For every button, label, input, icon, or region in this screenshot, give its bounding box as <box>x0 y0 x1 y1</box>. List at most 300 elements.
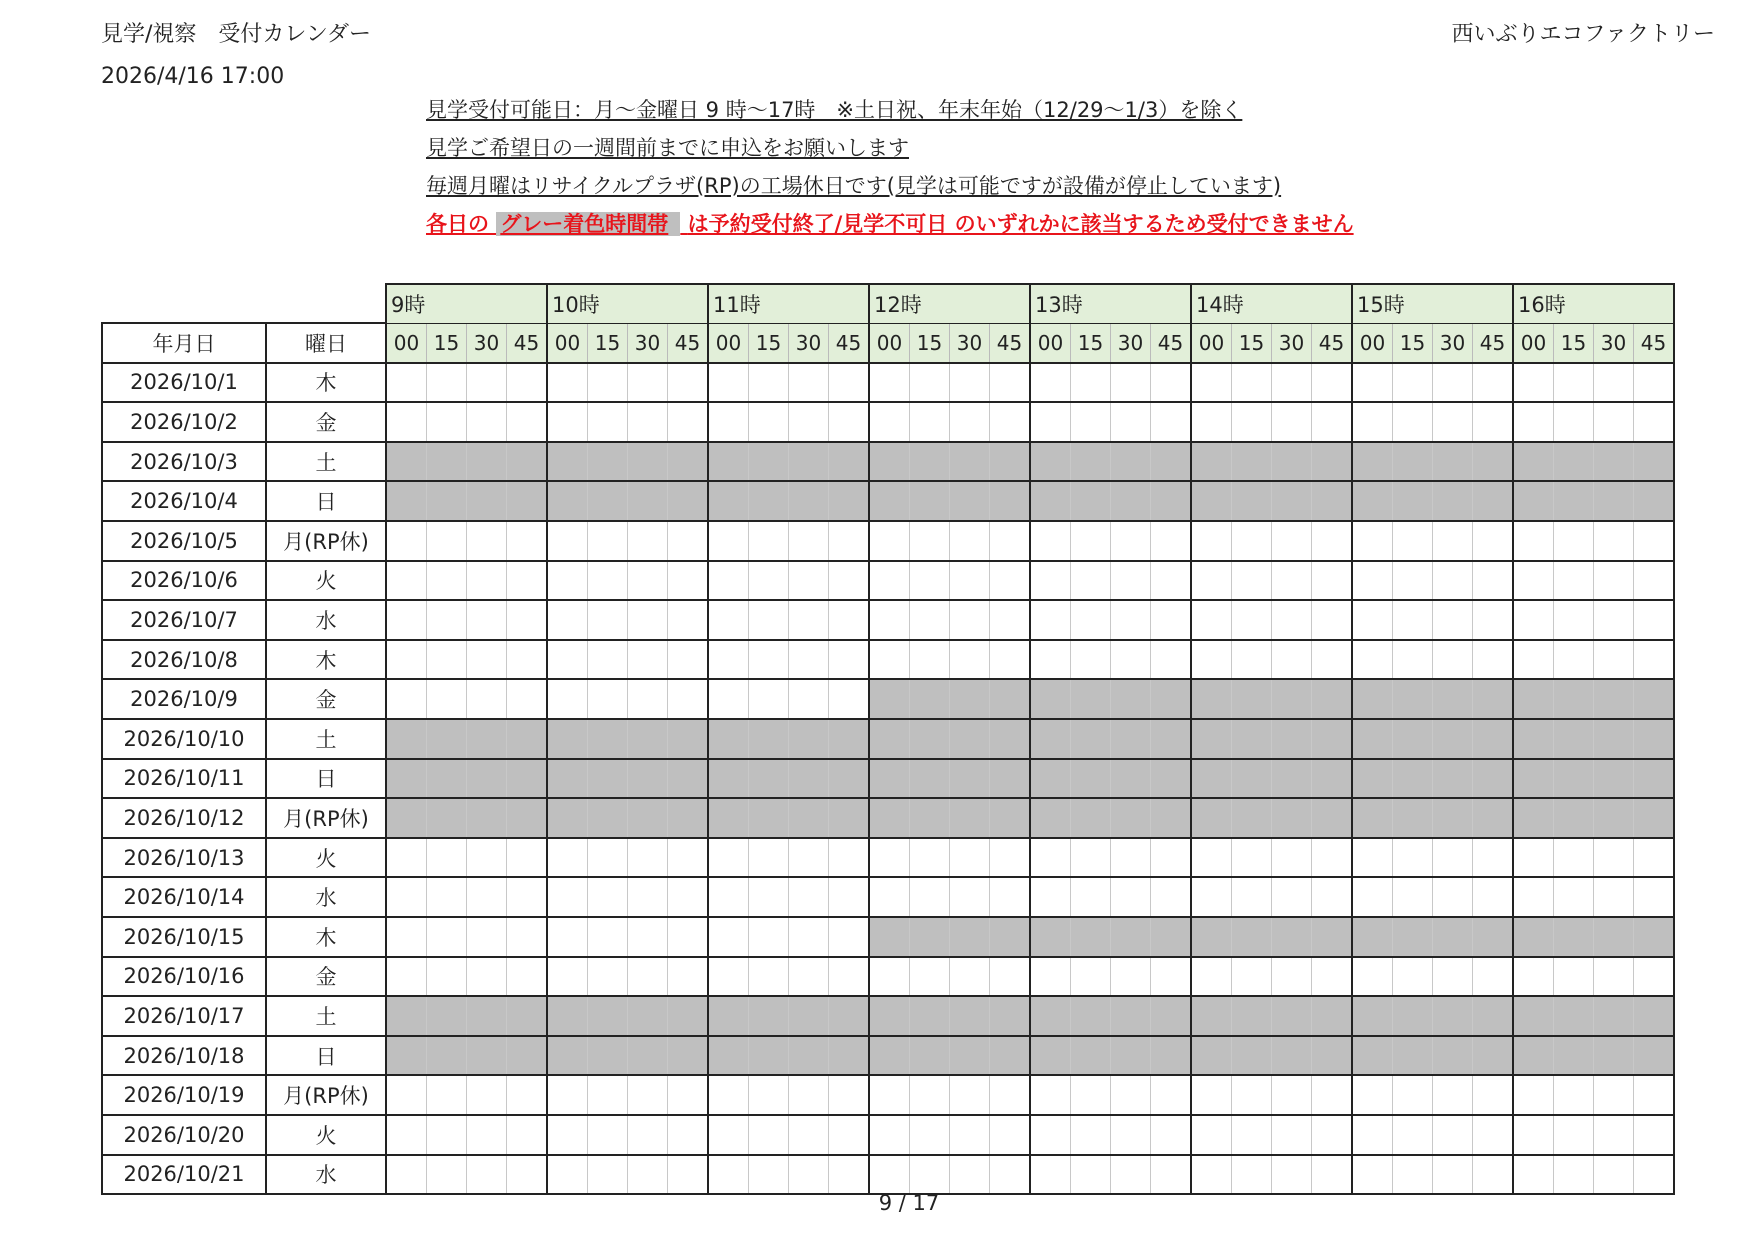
time-slot-open[interactable] <box>1030 877 1071 917</box>
time-slot-open[interactable] <box>547 1115 588 1155</box>
time-slot-open[interactable] <box>1554 521 1594 561</box>
time-slot-open[interactable] <box>749 679 789 719</box>
time-slot-open[interactable] <box>1272 1155 1312 1195</box>
time-slot-open[interactable] <box>1473 363 1514 403</box>
time-slot-open[interactable] <box>1111 1075 1151 1115</box>
time-slot-open[interactable] <box>1312 1075 1353 1115</box>
time-slot-open[interactable] <box>547 363 588 403</box>
time-slot-open[interactable] <box>869 561 910 601</box>
time-slot-open[interactable] <box>789 957 829 997</box>
time-slot-open[interactable] <box>708 1075 749 1115</box>
time-slot-open[interactable] <box>1151 1115 1192 1155</box>
time-slot-open[interactable] <box>1191 600 1232 640</box>
time-slot-open[interactable] <box>467 1155 507 1195</box>
time-slot-open[interactable] <box>708 521 749 561</box>
time-slot-open[interactable] <box>1312 640 1353 680</box>
time-slot-open[interactable] <box>547 1155 588 1195</box>
time-slot-open[interactable] <box>910 600 950 640</box>
time-slot-open[interactable] <box>1393 1075 1433 1115</box>
time-slot-open[interactable] <box>1111 561 1151 601</box>
time-slot-open[interactable] <box>1554 1155 1594 1195</box>
time-slot-open[interactable] <box>1634 600 1675 640</box>
time-slot-open[interactable] <box>1111 838 1151 878</box>
time-slot-open[interactable] <box>990 521 1031 561</box>
time-slot-open[interactable] <box>467 640 507 680</box>
time-slot-open[interactable] <box>990 838 1031 878</box>
time-slot-open[interactable] <box>588 877 628 917</box>
time-slot-open[interactable] <box>588 1075 628 1115</box>
time-slot-open[interactable] <box>668 838 709 878</box>
time-slot-open[interactable] <box>1513 957 1554 997</box>
time-slot-open[interactable] <box>829 838 870 878</box>
time-slot-open[interactable] <box>708 679 749 719</box>
time-slot-open[interactable] <box>789 600 829 640</box>
time-slot-open[interactable] <box>467 1075 507 1115</box>
time-slot-open[interactable] <box>1030 957 1071 997</box>
time-slot-open[interactable] <box>1594 600 1634 640</box>
time-slot-open[interactable] <box>628 877 668 917</box>
time-slot-open[interactable] <box>588 1115 628 1155</box>
time-slot-open[interactable] <box>1393 600 1433 640</box>
time-slot-open[interactable] <box>749 1115 789 1155</box>
time-slot-open[interactable] <box>427 838 467 878</box>
time-slot-open[interactable] <box>749 521 789 561</box>
time-slot-open[interactable] <box>950 1115 990 1155</box>
time-slot-open[interactable] <box>1312 402 1353 442</box>
time-slot-open[interactable] <box>1473 838 1514 878</box>
time-slot-open[interactable] <box>668 363 709 403</box>
time-slot-open[interactable] <box>668 1155 709 1195</box>
time-slot-open[interactable] <box>1594 363 1634 403</box>
time-slot-open[interactable] <box>1030 1155 1071 1195</box>
time-slot-open[interactable] <box>990 402 1031 442</box>
time-slot-open[interactable] <box>1071 838 1111 878</box>
time-slot-open[interactable] <box>1232 1075 1272 1115</box>
time-slot-open[interactable] <box>427 363 467 403</box>
time-slot-open[interactable] <box>1554 402 1594 442</box>
time-slot-open[interactable] <box>1554 1115 1594 1155</box>
time-slot-open[interactable] <box>869 402 910 442</box>
time-slot-open[interactable] <box>1030 1115 1071 1155</box>
time-slot-open[interactable] <box>1352 1075 1393 1115</box>
time-slot-open[interactable] <box>1312 521 1353 561</box>
time-slot-open[interactable] <box>1111 402 1151 442</box>
time-slot-open[interactable] <box>1594 838 1634 878</box>
time-slot-open[interactable] <box>789 363 829 403</box>
time-slot-open[interactable] <box>1554 363 1594 403</box>
time-slot-open[interactable] <box>749 363 789 403</box>
time-slot-open[interactable] <box>386 957 427 997</box>
time-slot-open[interactable] <box>467 838 507 878</box>
time-slot-open[interactable] <box>829 1075 870 1115</box>
time-slot-open[interactable] <box>1513 521 1554 561</box>
time-slot-open[interactable] <box>507 957 548 997</box>
time-slot-open[interactable] <box>1151 521 1192 561</box>
time-slot-open[interactable] <box>1433 1115 1473 1155</box>
time-slot-open[interactable] <box>829 402 870 442</box>
time-slot-open[interactable] <box>668 679 709 719</box>
time-slot-open[interactable] <box>628 838 668 878</box>
time-slot-open[interactable] <box>1272 1075 1312 1115</box>
time-slot-open[interactable] <box>507 1115 548 1155</box>
time-slot-open[interactable] <box>1111 1155 1151 1195</box>
time-slot-open[interactable] <box>869 600 910 640</box>
time-slot-open[interactable] <box>1232 838 1272 878</box>
time-slot-open[interactable] <box>1030 640 1071 680</box>
time-slot-open[interactable] <box>1312 561 1353 601</box>
time-slot-open[interactable] <box>1232 402 1272 442</box>
time-slot-open[interactable] <box>386 917 427 957</box>
time-slot-open[interactable] <box>1634 1075 1675 1115</box>
time-slot-open[interactable] <box>1473 877 1514 917</box>
time-slot-open[interactable] <box>1030 838 1071 878</box>
time-slot-open[interactable] <box>1513 561 1554 601</box>
time-slot-open[interactable] <box>1433 957 1473 997</box>
time-slot-open[interactable] <box>427 957 467 997</box>
time-slot-open[interactable] <box>990 957 1031 997</box>
time-slot-open[interactable] <box>1473 1115 1514 1155</box>
time-slot-open[interactable] <box>1151 363 1192 403</box>
time-slot-open[interactable] <box>829 1115 870 1155</box>
time-slot-open[interactable] <box>708 561 749 601</box>
time-slot-open[interactable] <box>1151 838 1192 878</box>
time-slot-open[interactable] <box>950 1155 990 1195</box>
time-slot-open[interactable] <box>467 561 507 601</box>
time-slot-open[interactable] <box>1272 640 1312 680</box>
time-slot-open[interactable] <box>990 363 1031 403</box>
time-slot-open[interactable] <box>507 679 548 719</box>
time-slot-open[interactable] <box>1232 561 1272 601</box>
time-slot-open[interactable] <box>869 838 910 878</box>
time-slot-open[interactable] <box>547 600 588 640</box>
time-slot-open[interactable] <box>1151 877 1192 917</box>
time-slot-open[interactable] <box>1232 640 1272 680</box>
time-slot-open[interactable] <box>789 1115 829 1155</box>
time-slot-open[interactable] <box>1111 640 1151 680</box>
time-slot-open[interactable] <box>1272 838 1312 878</box>
time-slot-open[interactable] <box>1272 877 1312 917</box>
time-slot-open[interactable] <box>1393 877 1433 917</box>
time-slot-open[interactable] <box>708 640 749 680</box>
time-slot-open[interactable] <box>1111 521 1151 561</box>
time-slot-open[interactable] <box>869 877 910 917</box>
time-slot-open[interactable] <box>1030 1075 1071 1115</box>
time-slot-open[interactable] <box>990 1155 1031 1195</box>
time-slot-open[interactable] <box>1272 1115 1312 1155</box>
time-slot-open[interactable] <box>427 917 467 957</box>
time-slot-open[interactable] <box>1594 640 1634 680</box>
time-slot-open[interactable] <box>950 640 990 680</box>
time-slot-open[interactable] <box>749 640 789 680</box>
time-slot-open[interactable] <box>1554 640 1594 680</box>
time-slot-open[interactable] <box>1433 363 1473 403</box>
time-slot-open[interactable] <box>910 521 950 561</box>
time-slot-open[interactable] <box>1232 957 1272 997</box>
time-slot-open[interactable] <box>869 521 910 561</box>
time-slot-open[interactable] <box>467 957 507 997</box>
time-slot-open[interactable] <box>507 521 548 561</box>
time-slot-open[interactable] <box>1352 838 1393 878</box>
time-slot-open[interactable] <box>1312 957 1353 997</box>
time-slot-open[interactable] <box>1473 1075 1514 1115</box>
time-slot-open[interactable] <box>990 1115 1031 1155</box>
time-slot-open[interactable] <box>668 561 709 601</box>
time-slot-open[interactable] <box>789 1075 829 1115</box>
time-slot-open[interactable] <box>1634 877 1675 917</box>
time-slot-open[interactable] <box>427 640 467 680</box>
time-slot-open[interactable] <box>829 600 870 640</box>
time-slot-open[interactable] <box>789 402 829 442</box>
time-slot-open[interactable] <box>1071 1155 1111 1195</box>
time-slot-open[interactable] <box>789 561 829 601</box>
time-slot-open[interactable] <box>1030 402 1071 442</box>
time-slot-open[interactable] <box>910 363 950 403</box>
time-slot-open[interactable] <box>588 561 628 601</box>
time-slot-open[interactable] <box>1473 521 1514 561</box>
time-slot-open[interactable] <box>1352 600 1393 640</box>
time-slot-open[interactable] <box>1554 600 1594 640</box>
time-slot-open[interactable] <box>1634 561 1675 601</box>
time-slot-open[interactable] <box>1151 561 1192 601</box>
time-slot-open[interactable] <box>869 1155 910 1195</box>
time-slot-open[interactable] <box>1513 600 1554 640</box>
time-slot-open[interactable] <box>950 957 990 997</box>
time-slot-open[interactable] <box>1272 561 1312 601</box>
time-slot-open[interactable] <box>1473 640 1514 680</box>
time-slot-open[interactable] <box>1352 363 1393 403</box>
time-slot-open[interactable] <box>869 957 910 997</box>
time-slot-open[interactable] <box>910 877 950 917</box>
time-slot-open[interactable] <box>1272 957 1312 997</box>
time-slot-open[interactable] <box>1594 402 1634 442</box>
time-slot-open[interactable] <box>507 877 548 917</box>
time-slot-open[interactable] <box>789 917 829 957</box>
time-slot-open[interactable] <box>910 1155 950 1195</box>
time-slot-open[interactable] <box>628 957 668 997</box>
time-slot-open[interactable] <box>749 957 789 997</box>
time-slot-open[interactable] <box>507 917 548 957</box>
time-slot-open[interactable] <box>547 917 588 957</box>
time-slot-open[interactable] <box>950 363 990 403</box>
time-slot-open[interactable] <box>628 1075 668 1115</box>
time-slot-open[interactable] <box>1554 877 1594 917</box>
time-slot-open[interactable] <box>1272 600 1312 640</box>
time-slot-open[interactable] <box>869 363 910 403</box>
time-slot-open[interactable] <box>1513 402 1554 442</box>
time-slot-open[interactable] <box>1272 521 1312 561</box>
time-slot-open[interactable] <box>386 877 427 917</box>
time-slot-open[interactable] <box>789 679 829 719</box>
time-slot-open[interactable] <box>467 679 507 719</box>
time-slot-open[interactable] <box>1393 402 1433 442</box>
time-slot-open[interactable] <box>628 363 668 403</box>
time-slot-open[interactable] <box>628 521 668 561</box>
time-slot-open[interactable] <box>910 1075 950 1115</box>
time-slot-open[interactable] <box>547 640 588 680</box>
time-slot-open[interactable] <box>1634 402 1675 442</box>
time-slot-open[interactable] <box>1312 838 1353 878</box>
time-slot-open[interactable] <box>950 600 990 640</box>
time-slot-open[interactable] <box>628 600 668 640</box>
time-slot-open[interactable] <box>829 1155 870 1195</box>
time-slot-open[interactable] <box>588 640 628 680</box>
time-slot-open[interactable] <box>628 640 668 680</box>
time-slot-open[interactable] <box>1191 640 1232 680</box>
time-slot-open[interactable] <box>1071 363 1111 403</box>
time-slot-open[interactable] <box>1191 1115 1232 1155</box>
time-slot-open[interactable] <box>1594 1115 1634 1155</box>
time-slot-open[interactable] <box>869 640 910 680</box>
time-slot-open[interactable] <box>950 402 990 442</box>
time-slot-open[interactable] <box>1433 402 1473 442</box>
time-slot-open[interactable] <box>1393 957 1433 997</box>
time-slot-open[interactable] <box>910 838 950 878</box>
time-slot-open[interactable] <box>1151 1155 1192 1195</box>
time-slot-open[interactable] <box>1433 521 1473 561</box>
time-slot-open[interactable] <box>749 877 789 917</box>
time-slot-open[interactable] <box>507 600 548 640</box>
time-slot-open[interactable] <box>386 1075 427 1115</box>
time-slot-open[interactable] <box>749 838 789 878</box>
time-slot-open[interactable] <box>507 1155 548 1195</box>
time-slot-open[interactable] <box>386 363 427 403</box>
time-slot-open[interactable] <box>1352 877 1393 917</box>
time-slot-open[interactable] <box>1352 1155 1393 1195</box>
time-slot-open[interactable] <box>1634 640 1675 680</box>
time-slot-open[interactable] <box>1634 363 1675 403</box>
time-slot-open[interactable] <box>588 838 628 878</box>
time-slot-open[interactable] <box>1594 1075 1634 1115</box>
time-slot-open[interactable] <box>1232 1115 1272 1155</box>
time-slot-open[interactable] <box>1071 561 1111 601</box>
time-slot-open[interactable] <box>1071 402 1111 442</box>
time-slot-open[interactable] <box>1513 1075 1554 1115</box>
time-slot-open[interactable] <box>547 402 588 442</box>
time-slot-open[interactable] <box>910 561 950 601</box>
time-slot-open[interactable] <box>990 877 1031 917</box>
time-slot-open[interactable] <box>547 679 588 719</box>
time-slot-open[interactable] <box>507 363 548 403</box>
time-slot-open[interactable] <box>1232 877 1272 917</box>
time-slot-open[interactable] <box>1473 957 1514 997</box>
time-slot-open[interactable] <box>1191 1075 1232 1115</box>
time-slot-open[interactable] <box>1393 1115 1433 1155</box>
time-slot-open[interactable] <box>1473 561 1514 601</box>
time-slot-open[interactable] <box>1473 1155 1514 1195</box>
time-slot-open[interactable] <box>1433 1075 1473 1115</box>
time-slot-open[interactable] <box>427 561 467 601</box>
time-slot-open[interactable] <box>1433 561 1473 601</box>
time-slot-open[interactable] <box>990 600 1031 640</box>
time-slot-open[interactable] <box>910 640 950 680</box>
time-slot-open[interactable] <box>467 521 507 561</box>
time-slot-open[interactable] <box>547 561 588 601</box>
time-slot-open[interactable] <box>950 838 990 878</box>
time-slot-open[interactable] <box>668 1075 709 1115</box>
time-slot-open[interactable] <box>628 402 668 442</box>
time-slot-open[interactable] <box>588 521 628 561</box>
time-slot-open[interactable] <box>708 877 749 917</box>
time-slot-open[interactable] <box>628 679 668 719</box>
time-slot-open[interactable] <box>1352 521 1393 561</box>
time-slot-open[interactable] <box>1393 521 1433 561</box>
time-slot-open[interactable] <box>547 521 588 561</box>
time-slot-open[interactable] <box>1312 1155 1353 1195</box>
time-slot-open[interactable] <box>749 402 789 442</box>
time-slot-open[interactable] <box>1554 838 1594 878</box>
time-slot-open[interactable] <box>467 402 507 442</box>
time-slot-open[interactable] <box>427 679 467 719</box>
time-slot-open[interactable] <box>1634 838 1675 878</box>
time-slot-open[interactable] <box>507 1075 548 1115</box>
time-slot-open[interactable] <box>1030 363 1071 403</box>
time-slot-open[interactable] <box>1151 402 1192 442</box>
time-slot-open[interactable] <box>1634 1115 1675 1155</box>
time-slot-open[interactable] <box>829 917 870 957</box>
time-slot-open[interactable] <box>910 1115 950 1155</box>
time-slot-open[interactable] <box>708 363 749 403</box>
time-slot-open[interactable] <box>1312 600 1353 640</box>
time-slot-open[interactable] <box>1312 877 1353 917</box>
time-slot-open[interactable] <box>1071 600 1111 640</box>
time-slot-open[interactable] <box>789 1155 829 1195</box>
time-slot-open[interactable] <box>467 877 507 917</box>
time-slot-open[interactable] <box>1191 402 1232 442</box>
time-slot-open[interactable] <box>547 1075 588 1115</box>
time-slot-open[interactable] <box>1151 957 1192 997</box>
time-slot-open[interactable] <box>467 363 507 403</box>
time-slot-open[interactable] <box>1554 957 1594 997</box>
time-slot-open[interactable] <box>1111 600 1151 640</box>
time-slot-open[interactable] <box>869 1115 910 1155</box>
time-slot-open[interactable] <box>1513 640 1554 680</box>
time-slot-open[interactable] <box>829 561 870 601</box>
time-slot-open[interactable] <box>1433 838 1473 878</box>
time-slot-open[interactable] <box>1554 561 1594 601</box>
time-slot-open[interactable] <box>588 957 628 997</box>
time-slot-open[interactable] <box>1513 1155 1554 1195</box>
time-slot-open[interactable] <box>507 640 548 680</box>
time-slot-open[interactable] <box>1513 877 1554 917</box>
time-slot-open[interactable] <box>1030 561 1071 601</box>
time-slot-open[interactable] <box>1393 561 1433 601</box>
time-slot-open[interactable] <box>869 1075 910 1115</box>
time-slot-open[interactable] <box>1151 600 1192 640</box>
time-slot-open[interactable] <box>1111 877 1151 917</box>
time-slot-open[interactable] <box>668 917 709 957</box>
time-slot-open[interactable] <box>547 877 588 917</box>
time-slot-open[interactable] <box>829 877 870 917</box>
time-slot-open[interactable] <box>1191 838 1232 878</box>
time-slot-open[interactable] <box>588 402 628 442</box>
time-slot-open[interactable] <box>1151 640 1192 680</box>
time-slot-open[interactable] <box>588 679 628 719</box>
time-slot-open[interactable] <box>467 1115 507 1155</box>
time-slot-open[interactable] <box>910 957 950 997</box>
time-slot-open[interactable] <box>950 877 990 917</box>
time-slot-open[interactable] <box>1151 1075 1192 1115</box>
time-slot-open[interactable] <box>1393 1155 1433 1195</box>
time-slot-open[interactable] <box>1513 363 1554 403</box>
time-slot-open[interactable] <box>386 561 427 601</box>
time-slot-open[interactable] <box>1433 640 1473 680</box>
time-slot-open[interactable] <box>628 917 668 957</box>
time-slot-open[interactable] <box>829 521 870 561</box>
time-slot-open[interactable] <box>708 957 749 997</box>
time-slot-open[interactable] <box>1312 1115 1353 1155</box>
time-slot-open[interactable] <box>1191 957 1232 997</box>
time-slot-open[interactable] <box>1071 1075 1111 1115</box>
